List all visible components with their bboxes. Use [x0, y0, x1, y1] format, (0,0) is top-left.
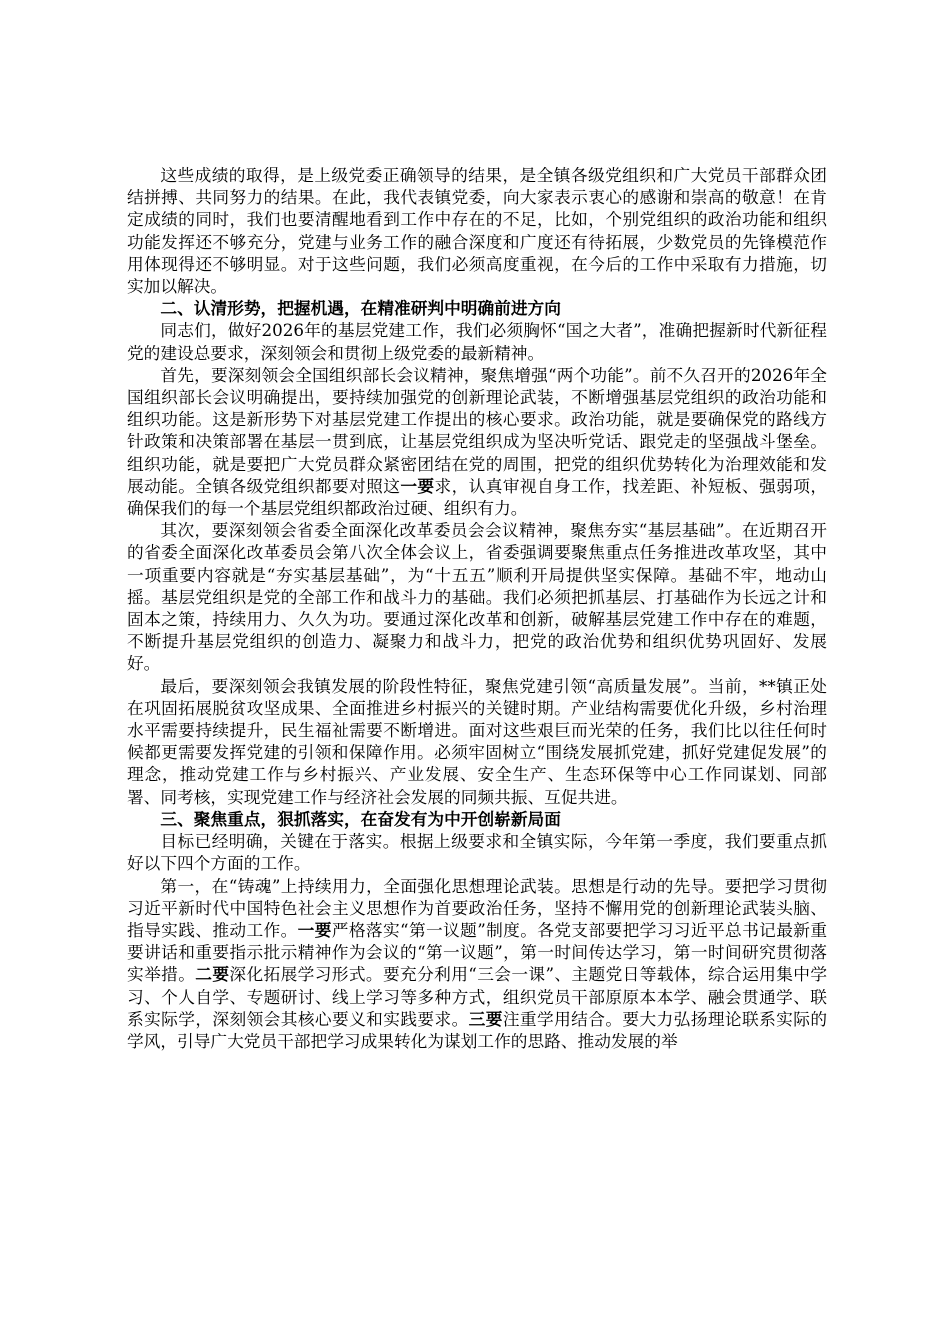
paragraph-soul-bold-2: 二要 — [195, 964, 230, 985]
paragraph-first-text-a: 首先，要深刻领会全国组织部长会议精神，聚焦增强“两个功能”。前不久召开的2026年全国组织部长会议明确提出，要持续加强党的创新理论武装，不断增强基层党组织的政治功能和组织功能。这是新形势下对基层党建工作提出的核心要求。政治功能，就是要确保党的路线方针政策和决策部署在基层一贯到底，让基层党组织成为坚决听党话、跟党走的坚强战斗堡垒。组织功能，就是要把广大党员群众紧密团结在党的周围，把党的组织优势转化为治理效能和发展动能。全镇各级党组织都要对照这 — [127, 364, 827, 496]
paragraph-soul-text-c: 严格落实“第一议题”制度。各党支部要把学习习近平总书记最新重要讲话和重要指示批示精神作为会议的“第一议题”，第一时间传达学习，第一时间研究贯彻落实举措。 — [127, 919, 828, 985]
paragraph-soul-text-a: 第一，在“铸魂”上持续用力，全面强化思想理论武装。思想是行动的先导。要把学习贯彻习近平新时代中国特色社会主义思想作为首要政治任务，坚持不懈用党的创新理论武装头脑、指导实践、推动工作。 — [127, 875, 827, 940]
section-heading-2: 二、认清形势，把握机遇，在精准研判中明确前进方向 — [160, 298, 561, 319]
paragraph-first — [127, 364, 827, 519]
section-heading-3: 三、聚焦重点，狠抓落实，在奋发有为中开创崭新局面 — [160, 808, 561, 829]
paragraph-soul-text-e: 深化拓展学习形式。要充分利用“三会一课”、主题党日等载体，综合运用集中学习、个人自学、专题研讨、线上学习等多种方式，组织党员干部原原本本学、融会贯通学、联系实际学，深刻领会其核心要义和实践要求。 — [127, 964, 828, 1029]
paragraph-goal: 目标已经明确，关键在于落实。根据上级要求和全镇实际，今年第一季度，我们要重点抓好以下四个方面的工作。 — [127, 831, 827, 874]
paragraph-soul-text-g: 注重学用结合。要大力弘扬理论联系实际的学风，引导广大党员干部把学习成果转化为谋划工作的思路、推动发展的举 — [127, 1008, 828, 1051]
paragraph-soul-bold-3: 三要 — [468, 1008, 503, 1029]
paragraph-comrades: 同志们，做好2026年的基层党建工作，我们必须胸怀“国之大者”，准确把握新时代新征程党的建设总要求，深刻领会和贯彻上级党委的最新精神。 — [127, 320, 827, 363]
paragraph-soul — [127, 875, 827, 1053]
paragraph-second: 其次，要深刻领会省委全面深化改革委员会会议精神，聚焦夯实“基层基础”。在近期召开的省委全面深化改革委员会第八次全体会议上，省委强调要聚焦重点任务推进改革攻坚，其中一项重要内容就是“夯实基层基础”，为“十五五”顺利开局提供坚实保障。基础不牢，地动山摇。基层党组织是党的全部工作和战斗力的基础。我们必须把抓基层、打基础作为长远之计和固本之策，持续用力、久久为功。要通过深化改革和创新，破解基层党建工作中存在的难题，不断提升基层党组织的创造力、凝聚力和战斗力，把党的政治优势和组织优势巩固好、发展好。 — [127, 520, 827, 674]
paragraph-soul-bold-1: 一要 — [297, 919, 332, 940]
paragraph-last: 最后，要深刻领会我镇发展的阶段性特征，聚焦党建引领“高质量发展”。当前，**镇正处在巩固拓展脱贫攻坚成果、全面推进乡村振兴的关键时期。产业结构需要优化升级，乡村治理水平需要持续提升，民生福祉需要不断增进。面对这些艰巨而光荣的任务，我们比以往任何时候都更需要发挥党建的引领和保障作用。必须牢固树立“围绕发展抓党建，抓好党建促发展”的理念，推动党建工作与乡村振兴、产业发展、安全生产、生态环保等中心工作同谋划、同部署、同考核，实现党建工作与经济社会发展的同频共振、互促共进。 — [127, 675, 827, 807]
document-body — [127, 164, 827, 1052]
paragraph-first-text-c: 求，认真审视自身工作，找差距、补短板、强弱项，确保我们的每一个基层党组织都政治过硬、组织有力。 — [127, 475, 828, 519]
paragraph-first-bold: 一要 — [400, 475, 435, 496]
paragraph-achievements: 这些成绩的取得，是上级党委正确领导的结果，是全镇各级党组织和广大党员干部群众团结拼搏、共同努力的结果。在此，我代表镇党委，向大家表示衷心的感谢和崇高的敬意！在肯定成绩的同时，我们也要清醒地看到工作中存在的不足，比如，个别党组织的政治功能和组织功能发挥还不够充分，党建与业务工作的融合深度和广度还有待拓展，少数党员的先锋模范作用体现得还不够明显。对于这些问题，我们必须高度重视，在今后的工作中采取有力措施，切实加以解决。 — [127, 165, 827, 297]
